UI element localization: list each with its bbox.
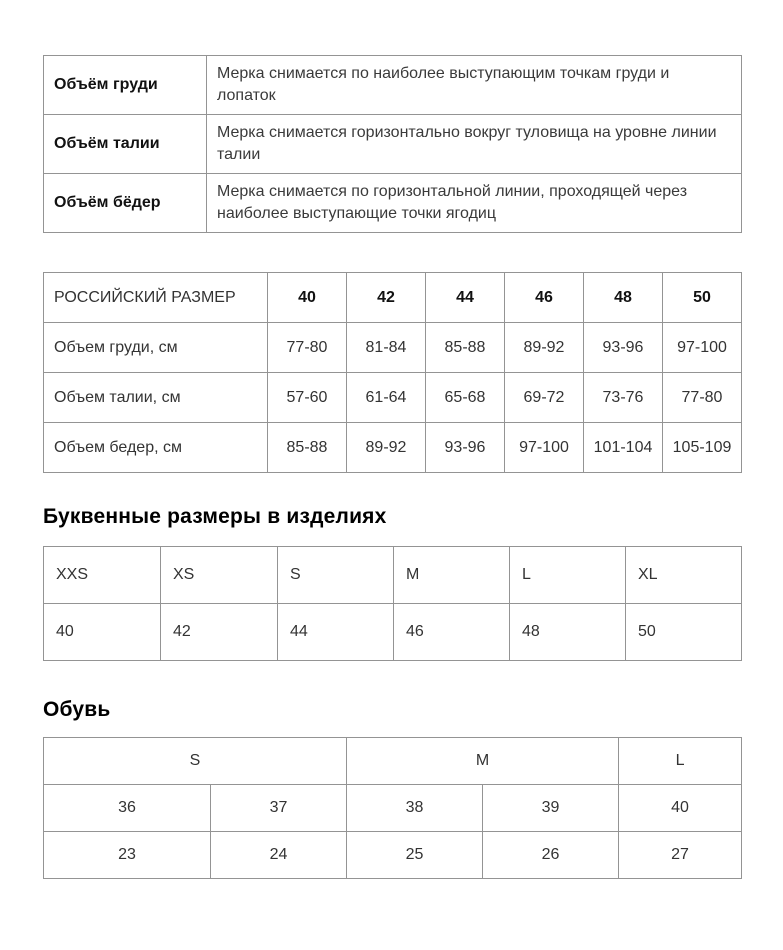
table-header-row [44, 738, 742, 785]
letter-sizes-heading: Буквенные размеры в изделиях [43, 505, 387, 528]
number-size-cell: 42 [161, 604, 278, 661]
number-size-cell: 40 [44, 604, 161, 661]
shoe-cm-size-cell: 27 [619, 832, 742, 879]
size-header-cell: 40 [268, 273, 347, 323]
shoe-eu-size-cell: 40 [619, 785, 742, 832]
value-cell: 81-84 [347, 323, 426, 373]
value-cell: 85-88 [426, 323, 505, 373]
shoe-eu-size-cell: 36 [44, 785, 211, 832]
number-size-cell: 44 [278, 604, 394, 661]
table-header-row [44, 273, 742, 323]
value-cell: 57-60 [268, 373, 347, 423]
letter-size-cell: XXS [44, 547, 161, 604]
value-cell: 97-100 [505, 423, 584, 473]
value-cell: 89-92 [505, 323, 584, 373]
table-row [44, 56, 742, 115]
shoe-cm-size-cell: 25 [347, 832, 483, 879]
letter-size-cell: L [510, 547, 626, 604]
table-row [44, 174, 742, 233]
value-cell: 93-96 [426, 423, 505, 473]
shoe-eu-size-cell: 38 [347, 785, 483, 832]
row-label-cell: Объем бедер, см [44, 423, 268, 473]
value-cell: 73-76 [584, 373, 663, 423]
table-row [44, 832, 742, 879]
number-size-cell: 50 [626, 604, 742, 661]
table-row [44, 604, 742, 661]
value-cell: 85-88 [268, 423, 347, 473]
measurement-name-cell: Объём бёдер [44, 174, 207, 233]
shoe-cm-size-cell: 26 [483, 832, 619, 879]
shoe-group-cell: M [347, 738, 619, 785]
value-cell: 65-68 [426, 373, 505, 423]
measurement-description-cell: Мерка снимается горизонтально вокруг туловища на уровне линии талии [207, 115, 742, 174]
value-cell: 77-80 [663, 373, 742, 423]
measurement-name-cell: Объём груди [44, 56, 207, 115]
letter-size-cell: S [278, 547, 394, 604]
letter-size-cell: XL [626, 547, 742, 604]
measurement-description-cell: Мерка снимается по наиболее выступающим точкам груди и лопаток [207, 56, 742, 115]
shoe-cm-size-cell: 23 [44, 832, 211, 879]
table-row [44, 785, 742, 832]
size-header-cell: 46 [505, 273, 584, 323]
value-cell: 93-96 [584, 323, 663, 373]
letter-sizes-table [43, 546, 742, 661]
letter-size-cell: M [394, 547, 510, 604]
value-cell: 61-64 [347, 373, 426, 423]
value-cell: 77-80 [268, 323, 347, 373]
size-header-cell: 50 [663, 273, 742, 323]
russian-size-table [43, 272, 742, 473]
shoe-size-table [43, 737, 742, 879]
table-header-row [44, 547, 742, 604]
measurement-name-cell: Объём талии [44, 115, 207, 174]
number-size-cell: 46 [394, 604, 510, 661]
value-cell: 105-109 [663, 423, 742, 473]
shoes-heading: Обувь [43, 698, 111, 721]
measurement-description-cell: Мерка снимается по горизонтальной линии, проходящей через наиболее выступающие точки ягодиц [207, 174, 742, 233]
value-cell: 89-92 [347, 423, 426, 473]
table-row [44, 323, 742, 373]
value-cell: 69-72 [505, 373, 584, 423]
row-label-cell: Объем талии, см [44, 373, 268, 423]
size-header-cell: 48 [584, 273, 663, 323]
row-label-cell: Объем груди, см [44, 323, 268, 373]
value-cell: 97-100 [663, 323, 742, 373]
number-size-cell: 48 [510, 604, 626, 661]
size-header-cell: 44 [426, 273, 505, 323]
shoe-group-cell: L [619, 738, 742, 785]
shoe-eu-size-cell: 37 [211, 785, 347, 832]
table-row [44, 373, 742, 423]
table-row [44, 115, 742, 174]
letter-size-cell: XS [161, 547, 278, 604]
shoe-eu-size-cell: 39 [483, 785, 619, 832]
shoe-cm-size-cell: 24 [211, 832, 347, 879]
size-header-cell: 42 [347, 273, 426, 323]
table-row [44, 423, 742, 473]
measurement-descriptions-table [43, 55, 742, 233]
russian-size-header-label: РОССИЙСКИЙ РАЗМЕР [44, 273, 268, 323]
shoe-group-cell: S [44, 738, 347, 785]
value-cell: 101-104 [584, 423, 663, 473]
